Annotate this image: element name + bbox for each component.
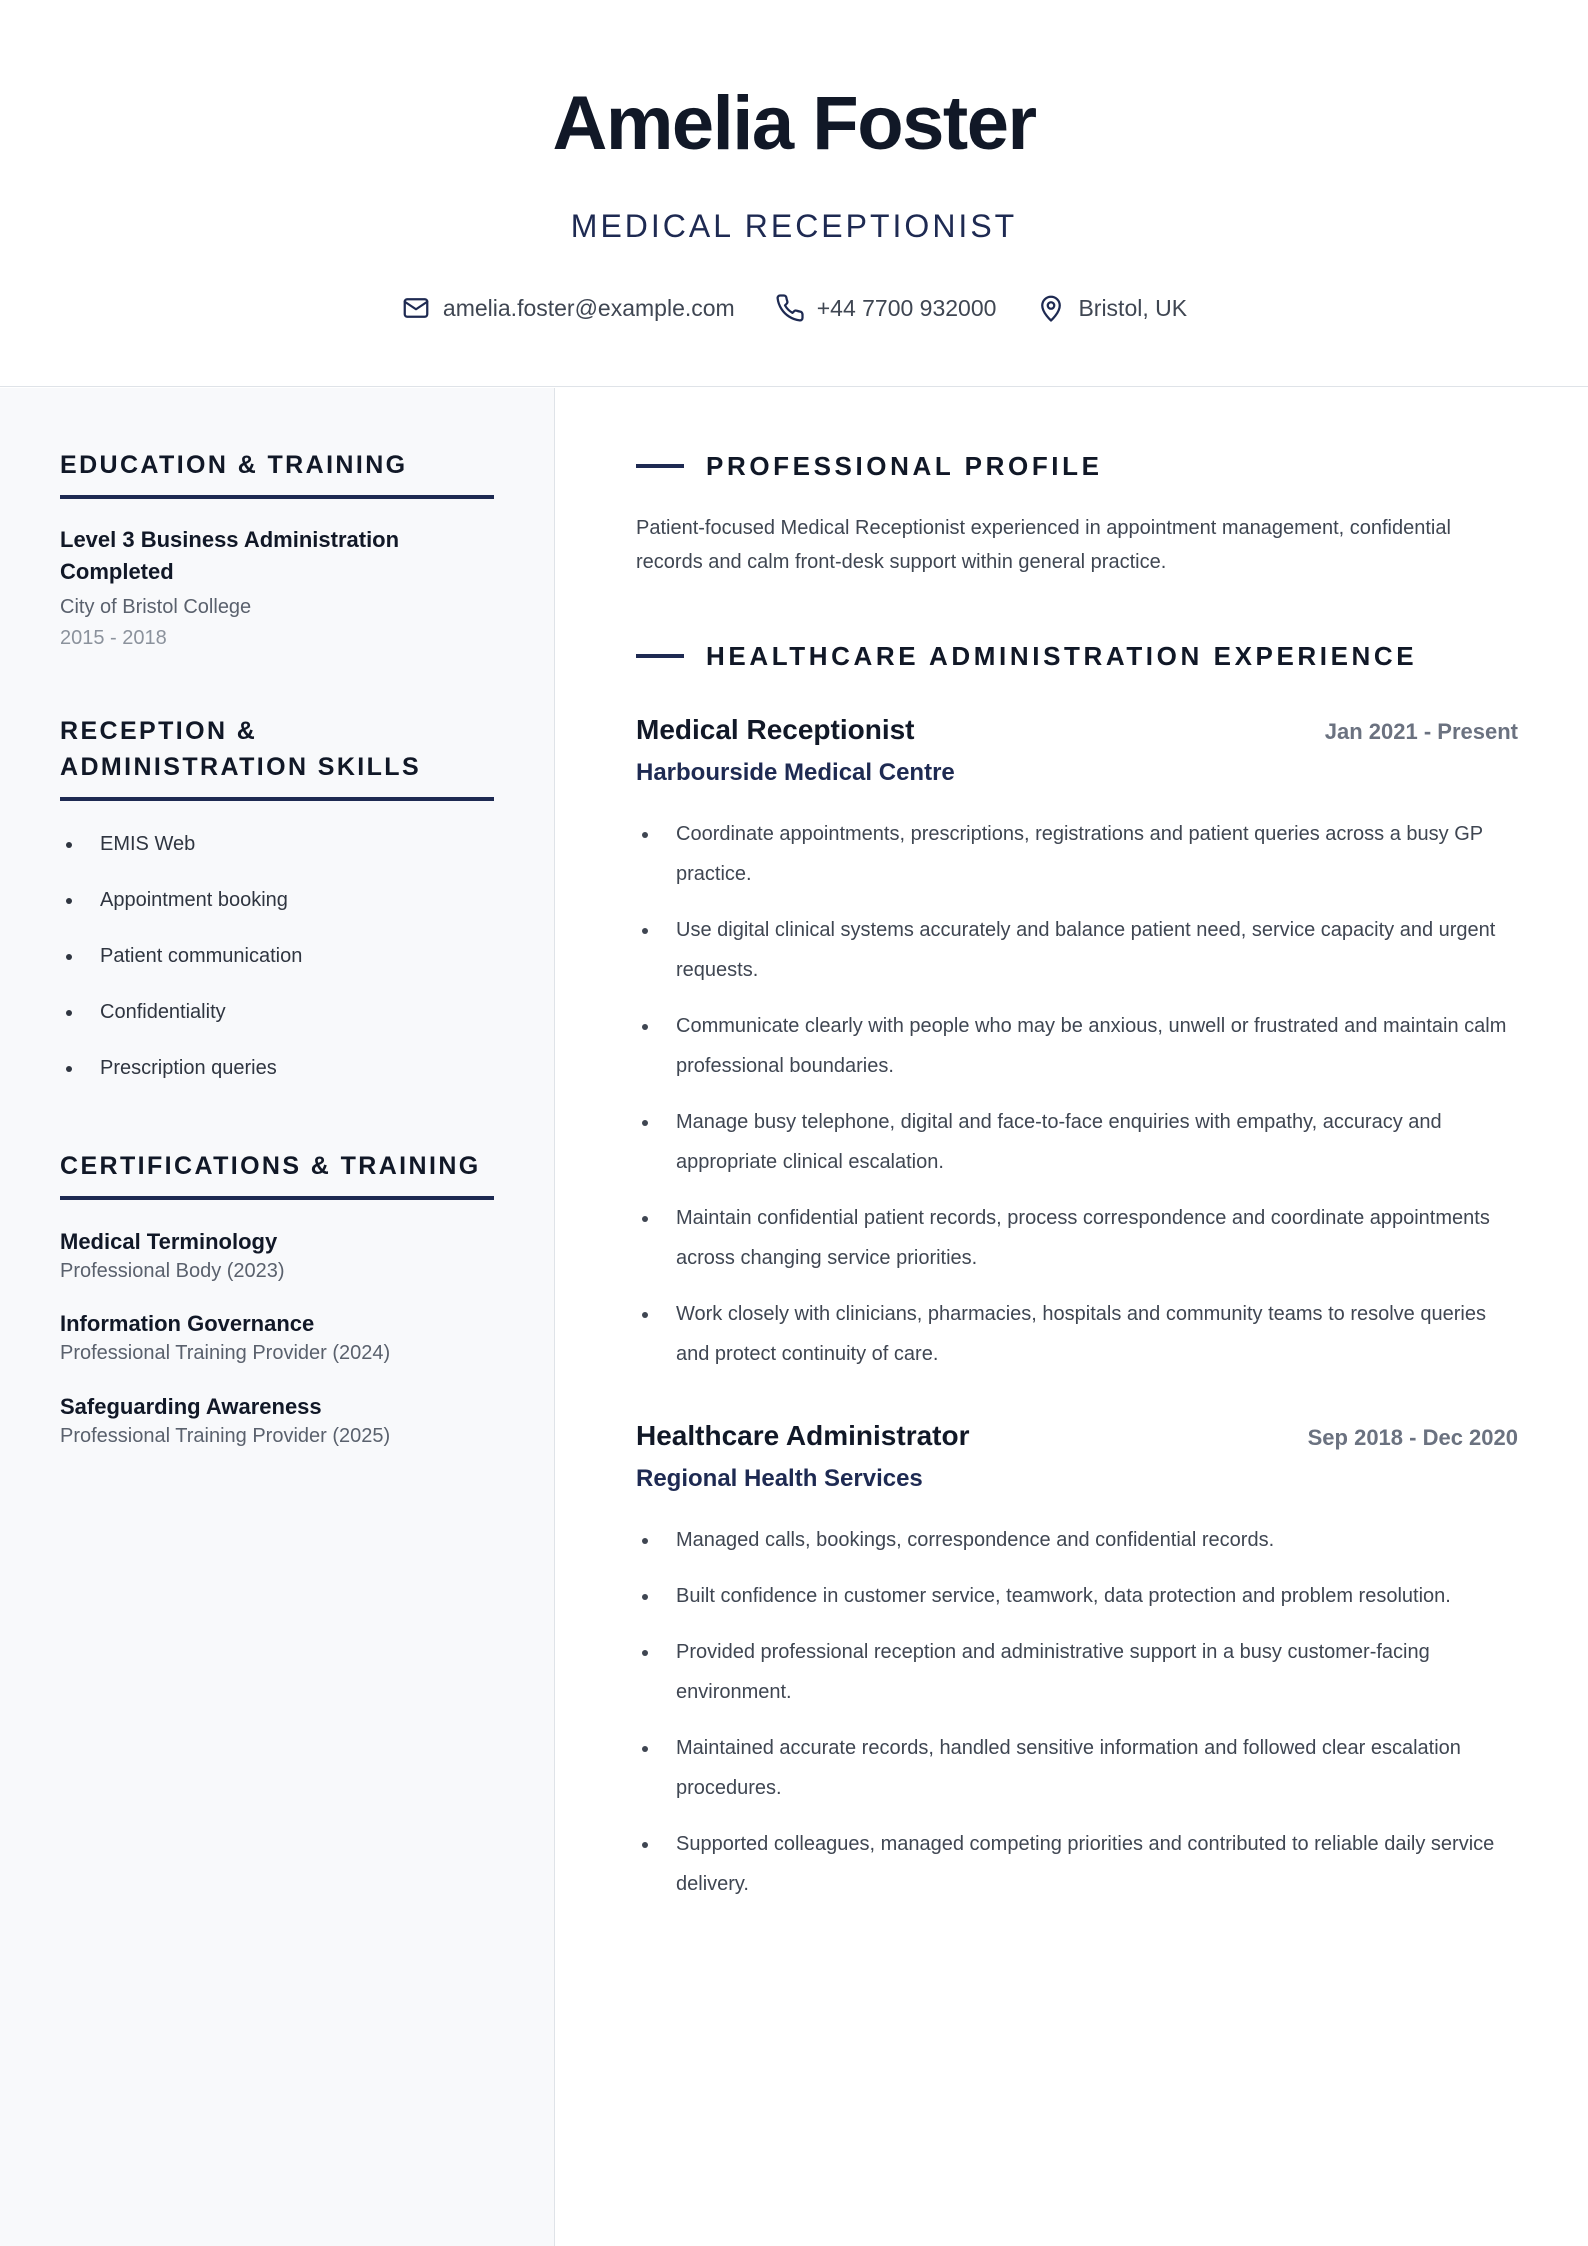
candidate-name: Amelia Foster [552,81,1036,166]
phone-icon [775,293,805,323]
skills-divider [60,797,494,801]
certification-org: Professional Body (2023) [60,1260,285,1282]
location-pin-icon [1036,293,1066,323]
job-bullet: Use digital clinical systems accurately and balance patient need, service capacity and urgent requests. [636,910,1518,990]
profile-heading [636,448,1103,484]
job-bullet: Maintain confidential patient records, process correspondence and coordinate appointments across changing service priorities. [636,1198,1518,1278]
location-text: Bristol, UK [1078,295,1188,321]
certification-item [60,1309,494,1367]
certification-org: Professional Training Provider (2025) [60,1425,391,1447]
job-company: Regional Health Services [636,1465,923,1492]
job-bullet: Manage busy telephone, digital and face-to-face enquiries with empathy, accuracy and appropriate clinical escalation. [636,1102,1518,1182]
certification-name: Information Governance [60,1311,315,1336]
heading-accent-bar [636,464,684,468]
phone-text: +44 7700 932000 [816,295,997,321]
certification-org: Professional Training Provider (2024) [60,1342,391,1364]
job-company: Harbourside Medical Centre [636,759,955,786]
certifications-divider [60,1196,494,1200]
certification-item [60,1227,494,1285]
skills-heading: RECEPTION & ADMINISTRATION SKILLS [60,717,422,781]
education-divider [60,495,494,499]
education-title: Level 3 Business Administration Completed [60,527,400,584]
job-bullet: Work closely with clinicians, pharmacies, hospitals and community teams to resolve queries and protect continuity of care. [636,1294,1518,1374]
skill-item: Appointment booking [60,886,302,942]
education-school: City of Bristol College [60,596,252,618]
job-bullet: Provided professional reception and administrative support in a busy customer-facing environment. [636,1632,1518,1712]
education-years: 2015 - 2018 [60,627,167,649]
job-title-heading: MEDICAL RECEPTIONIST [570,208,1018,244]
job-bullet-list [636,814,1518,1390]
profile-summary: Patient-focused Medical Receptionist experienced in appointment management, confidential records and calm front-desk support within general practice. [636,517,1451,573]
email-text: amelia.foster@example.com [442,295,735,321]
job-date: Sep 2018 - Dec 2020 [1307,1425,1518,1450]
resume-header [0,0,1588,387]
contact-location [1036,292,1187,324]
skills-list [60,830,302,1110]
job-title: Healthcare Administrator [636,1420,970,1451]
heading-accent-bar [636,654,684,658]
job-bullet: Supported colleagues, managed competing priorities and contributed to reliable daily service delivery. [636,1824,1518,1904]
job-title: Medical Receptionist [636,714,915,745]
job-bullet: Coordinate appointments, prescriptions, registrations and patient queries across a busy GP practice. [636,814,1518,894]
certifications-heading: CERTIFICATIONS & TRAINING [60,1152,481,1180]
skill-item: EMIS Web [60,830,302,886]
job-bullet: Maintained accurate records, handled sensitive information and followed clear escalation procedures. [636,1728,1518,1808]
main-content [556,388,1588,2246]
contact-email[interactable] [401,292,735,324]
certification-item [60,1392,494,1450]
job-bullet: Managed calls, bookings, correspondence and confidential records. [636,1520,1518,1560]
job-date: Jan 2021 - Present [1324,719,1518,744]
sidebar [0,388,555,2246]
skill-item: Prescription queries [60,1054,302,1110]
certification-name: Medical Terminology [60,1229,278,1254]
mail-icon [401,293,431,323]
skill-item: Confidentiality [60,998,302,1054]
experience-heading [636,638,1417,674]
education-heading: EDUCATION & TRAINING [60,451,408,479]
contact-row [0,292,1588,324]
profile-heading-text: PROFESSIONAL PROFILE [706,451,1103,481]
job-bullet-list [636,1520,1518,1920]
experience-heading-text: HEALTHCARE ADMINISTRATION EXPERIENCE [706,641,1418,671]
job-bullet: Built confidence in customer service, teamwork, data protection and problem resolution. [636,1576,1518,1616]
contact-phone[interactable] [775,292,997,324]
certification-name: Safeguarding Awareness [60,1394,322,1419]
skill-item: Patient communication [60,942,302,998]
job-bullet: Communicate clearly with people who may be anxious, unwell or frustrated and maintain calm professional boundaries. [636,1006,1518,1086]
